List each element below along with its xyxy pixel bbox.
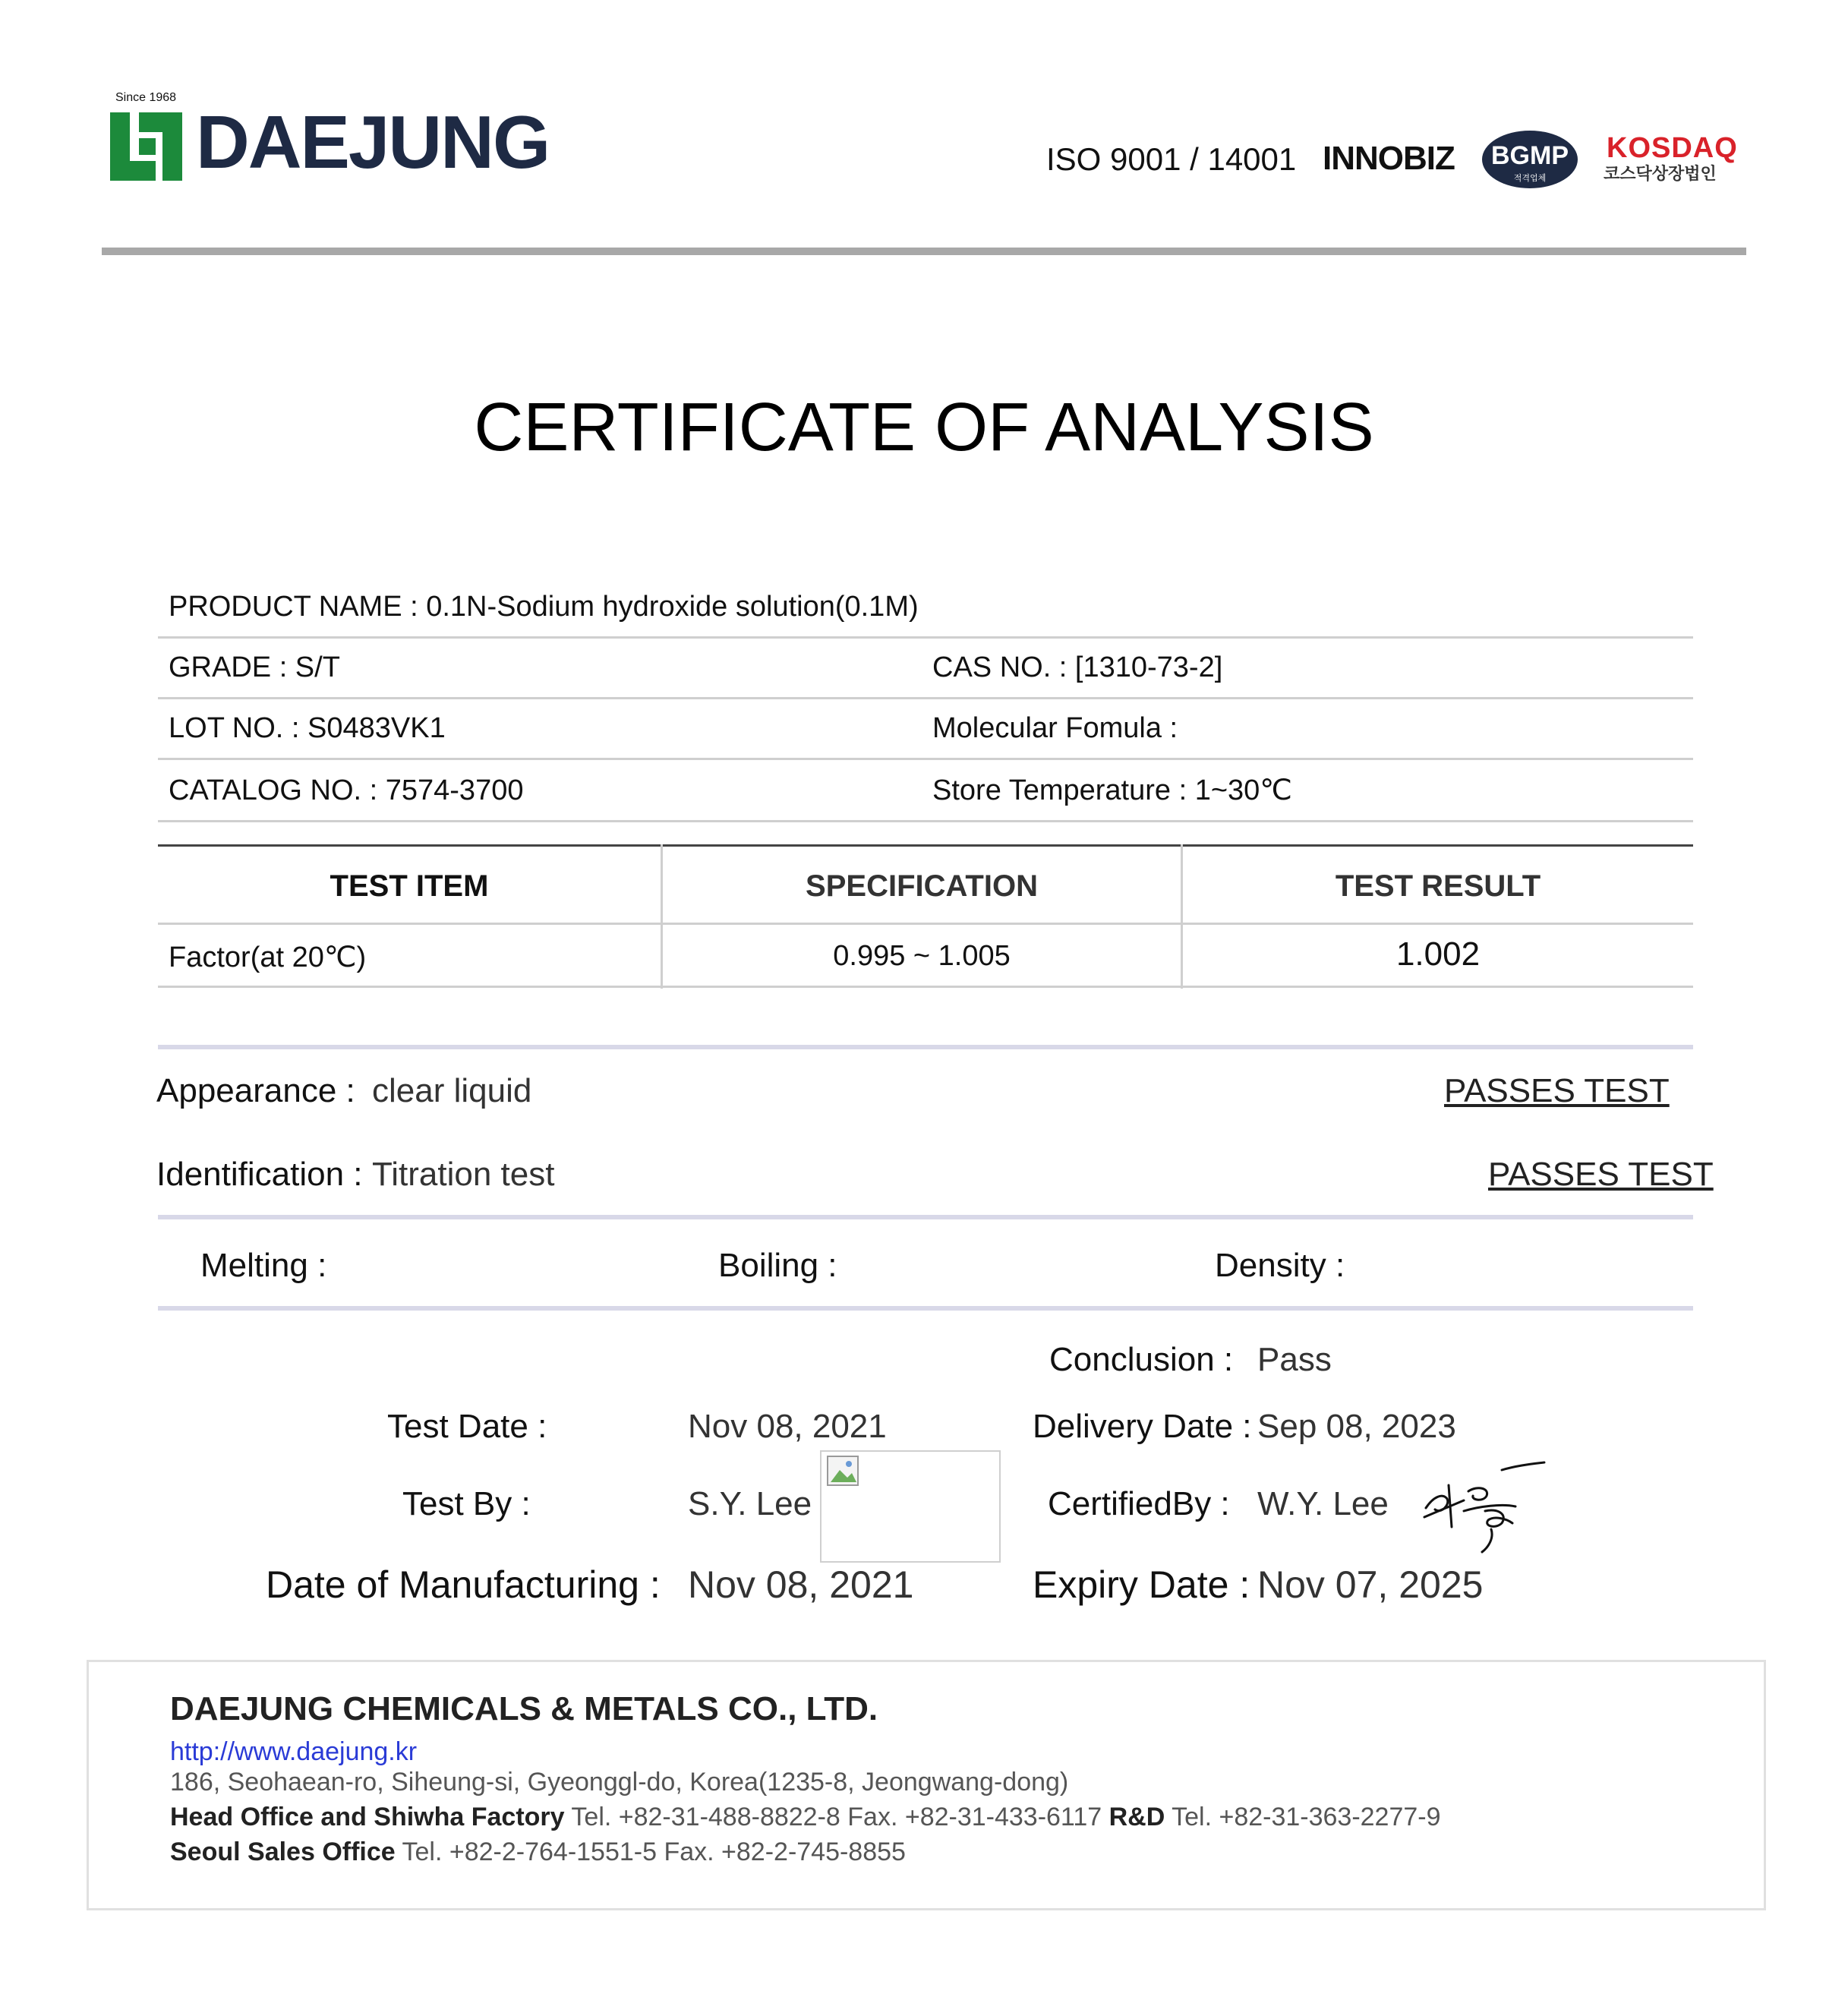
- identification-value: Titration test: [372, 1156, 555, 1193]
- kosdaq-logo: KOSDAQ: [1607, 132, 1738, 164]
- footer-head-office-line: [170, 1803, 1441, 1832]
- table-header-specification: SPECIFICATION: [806, 869, 1038, 903]
- divider: [158, 1215, 1693, 1219]
- footer-seoul-office-line: [170, 1838, 906, 1867]
- table-cell-spec: 0.995 ~ 1.005: [833, 940, 1011, 972]
- conclusion-label: Conclusion :: [1049, 1341, 1234, 1378]
- divider: [158, 1306, 1693, 1311]
- test-by-label: Test By :: [402, 1485, 531, 1522]
- divider: [158, 1045, 1693, 1049]
- grade: GRADE : S/T: [169, 651, 340, 683]
- table-header-test-result: TEST RESULT: [1335, 869, 1541, 903]
- divider: [158, 923, 1693, 925]
- test-date-label: Test Date :: [387, 1408, 547, 1445]
- appearance-result: PASSES TEST: [1444, 1072, 1670, 1109]
- lot-number: LOT NO. : S0483VK1: [169, 712, 446, 744]
- broken-image-icon: [826, 1455, 866, 1491]
- appearance-value: clear liquid: [372, 1072, 532, 1109]
- bgmp-text: BGMP: [1491, 141, 1569, 170]
- appearance-label: Appearance :: [156, 1072, 355, 1109]
- expiry-date-value: Nov 07, 2025: [1257, 1563, 1484, 1606]
- footer-head-office-contact: Tel. +82-31-488-8822-8 Fax. +82-31-433-6117: [571, 1803, 1102, 1831]
- table-cell-item: Factor(at 20℃): [169, 942, 367, 973]
- footer-company-name: DAEJUNG CHEMICALS & METALS CO., LTD.: [170, 1690, 878, 1727]
- certified-by-label: CertifiedBy :: [1048, 1485, 1230, 1522]
- footer-head-office-label: Head Office and Shiwha Factory: [170, 1803, 565, 1831]
- molecular-formula: Molecular Fomula :: [932, 712, 1178, 744]
- footer-rd-label: R&D: [1108, 1803, 1165, 1831]
- page-title: CERTIFICATE OF ANALYSIS: [474, 390, 1374, 465]
- test-by-value: S.Y. Lee: [688, 1485, 812, 1522]
- identification-result: PASSES TEST: [1488, 1156, 1714, 1193]
- manufacturing-date-value: Nov 08, 2021: [688, 1563, 914, 1606]
- bgmp-badge-icon: [1481, 129, 1579, 190]
- table-cell-result: 1.002: [1395, 935, 1481, 973]
- innobiz-logo: INNOBIZ: [1323, 140, 1455, 177]
- table-header-test-item: TEST ITEM: [330, 869, 489, 903]
- cas-number: CAS NO. : [1310-73-2]: [932, 651, 1223, 683]
- boiling-label: Boiling :: [718, 1247, 837, 1284]
- signature-image-placeholder: [820, 1450, 1001, 1563]
- density-label: Density :: [1215, 1247, 1345, 1284]
- test-date-value: Nov 08, 2021: [688, 1408, 887, 1445]
- footer-address: 186, Seohaean-ro, Siheung-si, Gyeonggl-do, Korea(1235-8, Jeongwang-dong): [170, 1768, 1069, 1797]
- signature-handwritten-icon: [1418, 1455, 1547, 1554]
- identification-label: Identification :: [156, 1156, 363, 1193]
- product-name: PRODUCT NAME : 0.1N-Sodium hydroxide solution(0.1M): [169, 591, 919, 623]
- iso-certification: ISO 9001 / 14001: [1046, 141, 1297, 177]
- catalog-number: CATALOG NO. : 7574-3700: [169, 774, 524, 806]
- divider: [158, 636, 1693, 639]
- conclusion-value: Pass: [1257, 1341, 1332, 1378]
- melting-label: Melting :: [200, 1247, 327, 1284]
- divider: [158, 986, 1693, 988]
- divider: [158, 758, 1693, 760]
- delivery-date-label: Delivery Date :: [1033, 1408, 1252, 1445]
- manufacturing-date-label: Date of Manufacturing :: [266, 1563, 661, 1606]
- divider: [158, 697, 1693, 699]
- certified-by-value: W.Y. Lee: [1257, 1485, 1389, 1522]
- since-label: Since 1968: [115, 91, 177, 104]
- kosdaq-subtitle: 코스닥상장법인: [1604, 165, 1717, 184]
- footer-rd-contact: Tel. +82-31-363-2277-9: [1172, 1803, 1441, 1831]
- expiry-date-label: Expiry Date :: [1033, 1563, 1250, 1606]
- footer-seoul-label: Seoul Sales Office: [170, 1838, 396, 1866]
- delivery-date-value: Sep 08, 2023: [1257, 1408, 1456, 1445]
- footer-seoul-contact: Tel. +82-2-764-1551-5 Fax. +82-2-745-8855: [402, 1838, 906, 1866]
- company-logo-text: DAEJUNG: [196, 100, 550, 184]
- store-temperature: Store Temperature : 1~30℃: [932, 774, 1292, 806]
- bgmp-sub-text: 적격업체: [1513, 173, 1547, 183]
- footer-website-link[interactable]: http://www.daejung.kr: [170, 1737, 418, 1766]
- table-top-border: [158, 844, 1693, 847]
- divider: [158, 820, 1693, 822]
- daejung-logo-icon: [110, 112, 182, 181]
- header-divider: [102, 248, 1746, 255]
